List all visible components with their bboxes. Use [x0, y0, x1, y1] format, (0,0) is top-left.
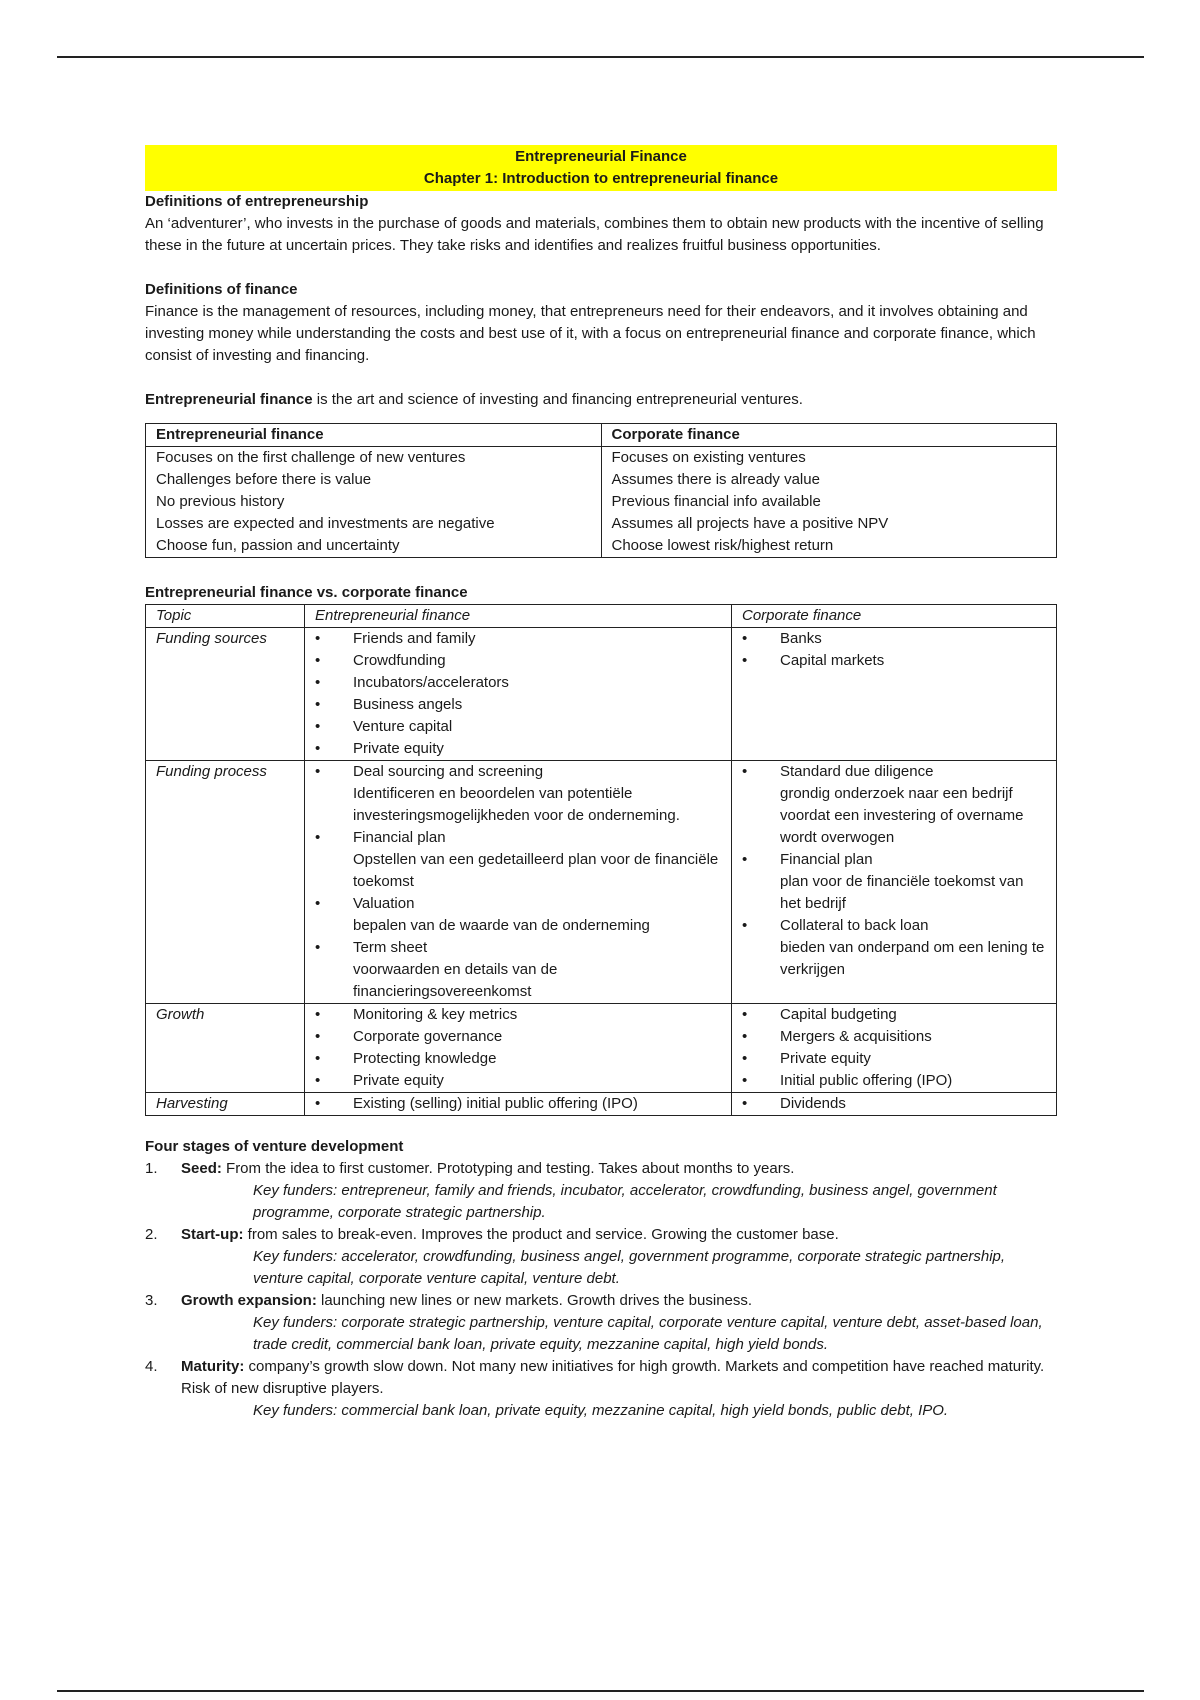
stage-name: Seed: — [181, 1160, 222, 1177]
stage-text: company’s growth slow down. Not many new initiatives for high growth. Markets and competition have reached maturity. Risk of new disruptive players. — [181, 1358, 1045, 1397]
table-row — [146, 761, 1057, 1004]
list-item: • Private equity — [315, 738, 721, 760]
cf-funding-sources-list — [742, 628, 1046, 672]
list-item: • Capital budgeting — [742, 1004, 1046, 1026]
comparison-ef-item: Choose fun, passion and uncertainty — [156, 537, 400, 554]
list-item: • Initial public offering (IPO) — [742, 1070, 1046, 1092]
table-row — [146, 628, 1057, 761]
stage-name: Growth expansion: — [181, 1292, 317, 1309]
list-item: • Corporate governance — [315, 1026, 721, 1048]
finance-text: Finance is the management of resources, including money, that entrepreneurs need for their endeavors, and it involves obtaining and investing money while understanding the costs and best use of it, with a focus on entrepreneurial finance and corporate finance, which consist of investing and financing. — [145, 303, 1036, 364]
stage-item — [145, 1356, 1057, 1422]
item-description: grondig onderzoek naar een bedrijf voordat een investering of overname wordt overwogen — [780, 785, 1024, 846]
list-item: • Banks — [742, 628, 1046, 650]
comparison-cf-item: Previous financial info available — [611, 493, 821, 510]
stage-item — [145, 1158, 1057, 1224]
table-row — [146, 1093, 1057, 1116]
list-item: • Monitoring & key metrics — [315, 1004, 721, 1026]
comparison-ef-item: Challenges before there is value — [156, 471, 372, 488]
ef-definition — [145, 389, 1057, 411]
item-description: bieden van onderpand om een lening te verkrijgen — [780, 939, 1045, 978]
comparison-ef-item: Focuses on the first challenge of new ventures — [156, 449, 466, 466]
list-item — [742, 915, 1046, 981]
list-item — [315, 893, 721, 937]
list-item: • Protecting knowledge — [315, 1048, 721, 1070]
top-rule — [57, 56, 1144, 58]
comparison-cf-item: Focuses on existing ventures — [611, 449, 806, 466]
stage-name: Maturity: — [181, 1358, 245, 1375]
stage-funders: Key funders: corporate strategic partnership, venture capital, corporate venture capital, venture debt, asset-based loan, trade credit, commercial bank loan, private equity, mezzanine capital, high yield bonds. — [253, 1314, 1043, 1353]
comparison-cf-cell — [601, 447, 1057, 558]
stage-funders: Key funders: commercial bank loan, private equity, mezzanine capital, high yield bonds, public debt, IPO. — [253, 1402, 949, 1419]
list-item: • Private equity — [315, 1070, 721, 1092]
cf-growth-list — [742, 1004, 1046, 1092]
chapter-title: Chapter 1: Introduction to entrepreneurial finance — [423, 170, 779, 187]
list-item — [315, 827, 721, 893]
list-item: • Friends and family — [315, 628, 721, 650]
stage-item — [145, 1224, 1057, 1290]
comparison-ef-cell — [146, 447, 602, 558]
topic-funding-process: Funding process — [146, 761, 305, 1004]
stage-text: from sales to break-even. Improves the product and service. Growing the customer base. — [243, 1226, 839, 1243]
list-item: • Incubators/accelerators — [315, 672, 721, 694]
list-item — [742, 849, 1046, 915]
ef-definition-rest: is the art and science of investing and financing entrepreneurial ventures. — [312, 391, 803, 408]
list-item: • Existing (selling) initial public offering (IPO) — [315, 1093, 721, 1115]
item-description: Opstellen van een gedetailleerd plan voor de financiële toekomst — [353, 851, 719, 890]
list-item: • Dividends — [742, 1093, 1046, 1115]
list-item: • Venture capital — [315, 716, 721, 738]
item-label: Financial plan — [353, 829, 446, 846]
item-label: Standard due diligence — [780, 763, 934, 780]
ef-funding-sources-list — [315, 628, 721, 760]
comparison-ef-item: No previous history — [156, 493, 285, 510]
item-description: Identificeren en beoordelen van potentiële investeringsmogelijkheden voor de onderneming. — [353, 785, 680, 824]
item-label: Collateral to back loan — [780, 917, 929, 934]
stages-list — [145, 1158, 1057, 1422]
item-label: Valuation — [353, 895, 415, 912]
comparison-header-ef: Entrepreneurial finance — [146, 424, 602, 447]
entrepreneurship-heading: Definitions of entrepreneurship — [145, 193, 369, 210]
stage-number: 3. — [145, 1292, 158, 1309]
list-item: • Business angels — [315, 694, 721, 716]
comparison-table — [145, 423, 1057, 558]
list-item: • Mergers & acquisitions — [742, 1026, 1046, 1048]
topic-harvesting: Harvesting — [146, 1093, 305, 1116]
title-banner — [145, 145, 1057, 191]
stage-item — [145, 1290, 1057, 1356]
cf-harvesting-list — [742, 1093, 1046, 1115]
comparison-header-cf: Corporate finance — [601, 424, 1057, 447]
item-label: Financial plan — [780, 851, 873, 868]
comparison-cf-item: Assumes all projects have a positive NPV — [611, 515, 889, 532]
stages-heading: Four stages of venture development — [145, 1138, 404, 1155]
stage-number: 4. — [145, 1358, 158, 1375]
stage-number: 1. — [145, 1160, 158, 1177]
item-description: voorwaarden en details van de financieringsovereenkomst — [353, 961, 558, 1000]
cf-funding-process-list — [742, 761, 1046, 981]
vs-header-topic: Topic — [146, 605, 305, 628]
list-item: • Capital markets — [742, 650, 1046, 672]
item-description: plan voor de financiële toekomst van het bedrijf — [780, 873, 1024, 912]
list-item: • Crowdfunding — [315, 650, 721, 672]
vs-header-ef: Entrepreneurial finance — [305, 605, 732, 628]
item-description: bepalen van de waarde van de onderneming — [353, 917, 650, 934]
entrepreneurship-text: An ‘adventurer’, who invests in the purchase of goods and materials, combines them to obtain new products with the incentive of selling these in the future at uncertain prices. They take risks and identifies and realizes fruitful business opportunities. — [145, 215, 1044, 254]
table-row — [146, 1004, 1057, 1093]
document-title: Entrepreneurial Finance — [515, 148, 687, 165]
vs-header-cf: Corporate finance — [732, 605, 1057, 628]
stage-number: 2. — [145, 1226, 158, 1243]
stage-text: From the idea to first customer. Prototyping and testing. Takes about months to years. — [221, 1160, 795, 1177]
ef-harvesting-list — [315, 1093, 721, 1115]
finance-heading: Definitions of finance — [145, 281, 298, 298]
vs-table — [145, 604, 1057, 1116]
comparison-cf-item: Choose lowest risk/highest return — [611, 537, 834, 554]
list-item — [315, 761, 721, 827]
stage-funders: Key funders: entrepreneur, family and friends, incubator, accelerator, crowdfunding, business angel, government programme, corporate strategic partnership. — [253, 1182, 997, 1221]
document-body — [145, 145, 1057, 1422]
stage-text: launching new lines or new markets. Growth drives the business. — [316, 1292, 753, 1309]
bottom-rule — [57, 1690, 1144, 1692]
ef-growth-list — [315, 1004, 721, 1092]
item-label: Term sheet — [353, 939, 428, 956]
stage-funders: Key funders: accelerator, crowdfunding, business angel, government programme, corporate strategic partnership, venture capital, corporate venture capital, venture debt. — [253, 1248, 1006, 1287]
comparison-ef-item: Losses are expected and investments are negative — [156, 515, 495, 532]
ef-funding-process-list — [315, 761, 721, 1003]
vs-table-heading: Entrepreneurial finance vs. corporate finance — [145, 584, 468, 601]
list-item — [742, 761, 1046, 849]
comparison-cf-item: Assumes there is already value — [611, 471, 820, 488]
topic-growth: Growth — [146, 1004, 305, 1093]
topic-funding-sources: Funding sources — [146, 628, 305, 761]
ef-definition-term: Entrepreneurial finance — [145, 391, 313, 408]
list-item: • Private equity — [742, 1048, 1046, 1070]
item-label: Deal sourcing and screening — [353, 763, 544, 780]
list-item — [315, 937, 721, 1003]
stage-name: Start-up: — [181, 1226, 244, 1243]
